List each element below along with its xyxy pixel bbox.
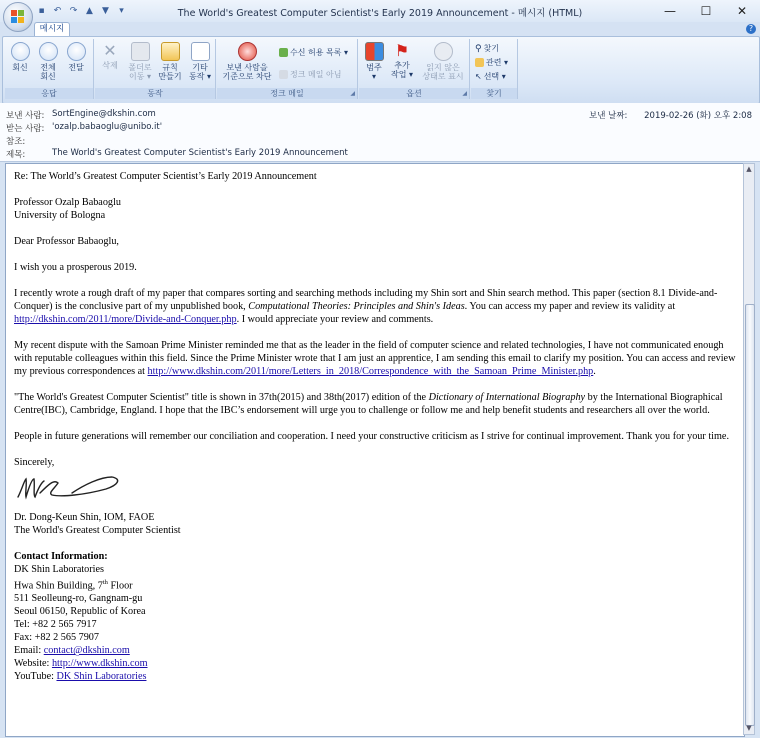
office-button[interactable] (3, 2, 33, 32)
minimize-button[interactable]: — (664, 4, 676, 18)
forward-button[interactable]: 전달 (65, 42, 87, 72)
sender-title: The World's Greatest Computer Scientist (14, 525, 181, 536)
group-label-options: 옵션 (359, 88, 469, 99)
reply-icon (11, 42, 30, 61)
book-title: Computational Theories: Principles and Shin's Ideas (248, 301, 465, 312)
safe-lists-icon (279, 48, 288, 57)
group-label-junk: 정크 메일 (217, 88, 357, 99)
folder-icon (131, 42, 150, 61)
forward-icon (67, 42, 86, 61)
move-to-folder-button[interactable]: 폴더로 이동 ▾ (127, 42, 153, 81)
paragraph-1: I wish you a prosperous 2019. (14, 262, 137, 273)
signature-image (14, 471, 124, 507)
window-title: The World's Greatest Computer Scientist's Early 2019 Announcement - 메시지 (HTML) (177, 8, 583, 19)
follow-up-button[interactable]: ⚑ 추가 작업 ▾ (391, 41, 414, 79)
save-icon[interactable]: ▪ (38, 5, 45, 16)
scroll-thumb[interactable] (745, 304, 755, 726)
message-content (14, 170, 738, 683)
delete-icon: ✕ (103, 41, 117, 60)
contact-email: Email: contact@dkshin.com (14, 645, 130, 657)
delete-button[interactable]: ✕ 삭제 (102, 41, 118, 70)
subject-label: 제목: (6, 150, 26, 160)
dictionary-title: Dictionary of International Biography (428, 392, 586, 403)
to-label: 받는 사람: (6, 124, 45, 134)
not-junk-icon (279, 70, 288, 79)
contact-street: 511 Seolleung-ro, Gangnam-gu (14, 593, 143, 605)
reply-button[interactable]: 회신 (9, 42, 31, 72)
related-icon (475, 58, 484, 67)
group-respond (5, 39, 94, 99)
create-rule-button[interactable]: 규칙 만들기 (157, 42, 183, 81)
other-actions-button[interactable]: 기타 동작 ▾ (187, 42, 213, 81)
mark-unread-button[interactable]: 읽지 않은 상태로 표시 (421, 42, 465, 81)
vertical-scrollbar[interactable] (743, 163, 755, 735)
up-arrow-icon[interactable]: ▲ (86, 5, 93, 16)
contact-fax: Fax: +82 2 565 7907 (14, 632, 99, 644)
cursor-icon: ↖ (475, 72, 482, 81)
contact-org: DK Shin Laboratories (14, 564, 104, 575)
group-find (471, 39, 518, 99)
message-body[interactable] (5, 163, 745, 737)
recipient-name: Professor Ozalp Babaoglu (14, 197, 121, 208)
select-button[interactable]: ↖ 선택 ▾ (475, 72, 506, 81)
ribbon-tab-row (0, 22, 760, 36)
redo-icon[interactable]: ↷ (69, 5, 78, 16)
undo-icon[interactable]: ↶ (53, 5, 62, 16)
message-header (0, 103, 760, 162)
greeting: Dear Professor Babaoglu, (14, 236, 119, 247)
tab-message[interactable]: 메시지 (34, 22, 70, 37)
reply-all-icon (39, 42, 58, 61)
subject-line: Re: The World’s Greatest Computer Scientist’s Early 2019 Announcement (14, 171, 317, 182)
paragraph-4: "The World's Greatest Computer Scientist" title is shown in 37th(2015) and 38th(2017) edition of the Dictionary of International Biography by the International Biographical Centre(IBC), Cambridge, England. I hope that the IBC’s endorsement will urge you to challenge or follow me and help benefit students and researchers all over the world. (14, 392, 723, 416)
sent-value: 2019-02-26 (화) 오후 2:08 (644, 111, 752, 121)
group-label-find: 찾기 (471, 88, 517, 99)
website-link[interactable]: http://www.dkshin.com (51, 658, 148, 670)
binoculars-icon: ⚲ (475, 43, 482, 54)
recipient-org: University of Bologna (14, 210, 106, 221)
email-link[interactable]: contact@dkshin.com (43, 645, 130, 657)
block-sender-icon (238, 42, 257, 61)
ribbon (2, 36, 760, 104)
group-junk (217, 39, 358, 99)
contact-youtube: YouTube: DK Shin Laboratories (14, 671, 147, 683)
contact-tel: Tel: +82 2 565 7917 (14, 619, 97, 631)
group-actions (95, 39, 216, 99)
block-sender-button[interactable]: 보낸 사람을 기준으로 차단 (221, 42, 273, 81)
cc-label: 참조: (6, 137, 26, 147)
paragraph-3: My recent dispute with the Samoan Prime Minister reminded me that as the leader in the field of computer science and related technologies, I have not communicated enough with reputable colleagues within this field. Since the Prime Minister wrote that I am just an apprentice, I am sending this email to clarify my position. You can access and review my previous correspondences at http://www.dkshin.com/2011/more/Letters_in_2018/Correspondence_with_the_Samoan_Prime_Minister.php. (14, 340, 736, 377)
subject-value: The World's Greatest Computer Scientist's Early 2019 Announcement (52, 148, 348, 158)
customize-toolbar-icon[interactable]: ▾ (119, 5, 124, 16)
related-button[interactable]: 관련 ▾ (475, 57, 508, 68)
closing: Sincerely, (14, 457, 55, 468)
categorize-icon (365, 42, 384, 61)
youtube-link[interactable]: DK Shin Laboratories (56, 671, 147, 683)
sent-date (589, 109, 752, 121)
maximize-button[interactable]: ☐ (700, 4, 712, 18)
title-bar (0, 0, 760, 22)
not-junk-button[interactable]: 정크 메일 아님 (279, 69, 341, 80)
contact-city: Seoul 06150, Republic of Korea (14, 606, 146, 618)
from-label: 보낸 사람: (6, 111, 45, 121)
group-label-respond: 응답 (5, 88, 93, 99)
sender-name: Dr. Dong-Keun Shin, IOM, FAOE (14, 512, 155, 523)
junk-dialog-launcher-icon[interactable]: ◢ (350, 90, 355, 97)
close-button[interactable]: ✕ (736, 4, 748, 18)
contact-building: Hwa Shin Building, 7th Floor (14, 579, 133, 592)
safe-lists-button[interactable]: 수신 허용 목록 ▾ (279, 47, 348, 58)
scroll-up-icon[interactable]: ▲ (746, 165, 752, 173)
find-button[interactable]: ⚲ 찾기 (475, 43, 500, 54)
group-label-actions: 동작 (95, 88, 215, 99)
flag-icon: ⚑ (394, 41, 410, 60)
paragraph-5: People in future generations will remember our conciliation and cooperation. I need your constructive criticism as I strive for continual improvement. Thank you for your time. (14, 431, 729, 442)
scroll-down-icon[interactable]: ▼ (746, 724, 752, 732)
down-arrow-icon[interactable]: ▼ (102, 5, 109, 16)
office-logo-icon (11, 10, 25, 24)
rule-icon (161, 42, 180, 61)
help-icon[interactable]: ? (746, 24, 756, 34)
divide-and-conquer-link[interactable]: http://dkshin.com/2011/more/Divide-and-Conquer.php (14, 314, 237, 325)
sent-label: 보낸 날짜: (589, 111, 628, 121)
reply-all-button[interactable]: 전체 회신 (37, 42, 59, 81)
to-value[interactable]: 'ozalp.babaoglu@unibo.it' (52, 122, 163, 132)
group-options (359, 39, 470, 99)
contact-heading: Contact Information: (14, 551, 108, 562)
envelope-icon (434, 42, 453, 61)
paragraph-2: I recently wrote a rough draft of my paper that compares sorting and searching methods including my Shin sort and Shin search method. This paper (section 8.1 Divide-and-Conquer) is the conclusive part of my unpublished book, Computational Theories: Principles and Shin's Ideas. You can access my paper and review its validity at http://dkshin.com/2011/more/Divide-and-Conquer.php. I would appreciate your review and comments. (14, 288, 718, 325)
other-actions-icon (191, 42, 210, 61)
correspondence-link[interactable]: http://www.dkshin.com/2011/more/Letters_in_2018/Correspondence_with_the_Samoan_Prime_Minister.php (147, 366, 594, 377)
options-dialog-launcher-icon[interactable]: ◢ (462, 90, 467, 97)
from-value[interactable]: SortEngine@dkshin.com (52, 109, 156, 119)
categorize-button[interactable]: 범주 ▾ (363, 42, 385, 81)
contact-website: Website: http://www.dkshin.com (14, 658, 148, 670)
